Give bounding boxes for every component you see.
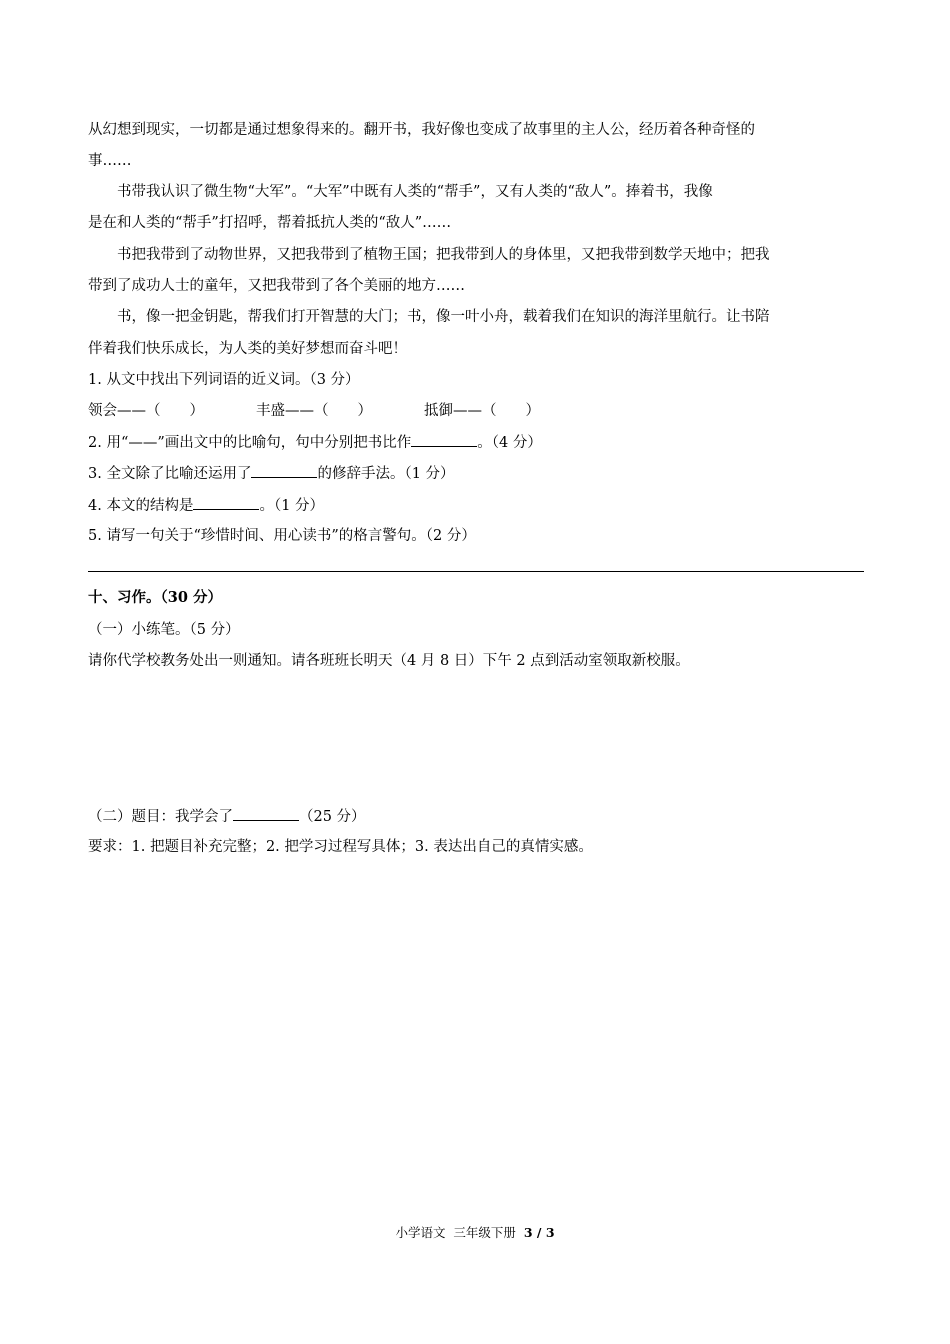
part-1-prompt: 请你代学校教务处出一则通知。请各班班长明天（4 月 8 日）下午 2 点到活动室领取新校服。 [88,653,690,669]
part-1-title: （一）小练笔。（5 分） [88,622,240,638]
word-item: 抵御——（ ） [424,403,540,419]
question-1: 1. 从文中找出下列词语的近义词。（3 分） [88,372,360,388]
passage-line: 书把我带到了动物世界，又把我带到了植物王国；把我带到人的身体里，又把我带到数学天地中；把我 [117,247,770,263]
answer-blank[interactable] [251,463,317,478]
footer-text: 小学语文 三年级下册 [395,1225,524,1240]
passage-line: 伴着我们快乐成长，为人类的美好梦想而奋斗吧！ [88,341,407,357]
page-number: 3 / 3 [523,1225,555,1240]
answer-blank[interactable] [233,806,299,821]
question-3: 3. 全文除了比喻还运用了 的修辞手法。（1 分） [88,463,455,484]
part-2-requirements: 要求：1. 把题目补充完整；2. 把学习过程写具体；3. 表达出自己的真情实感。 [88,839,593,855]
answer-blank[interactable] [193,495,259,510]
exam-page [88,0,864,1344]
answer-line[interactable] [88,571,864,572]
question-5: 5. 请写一句关于“珍惜时间、用心读书”的格言警句。（2 分） [88,528,476,544]
passage-line: 书，像一把金钥匙，帮我们打开智慧的大门；书，像一叶小舟，载着我们在知识的海洋里航行。让书陪 [117,309,770,325]
part-2-title: （二）题目：我学会了 （25 分） [88,806,366,827]
passage-line: 从幻想到现实，一切都是通过想象得来的。翻开书，我好像也变成了故事里的主人公，经历着各种奇怪的 [88,122,755,138]
passage-line: 事…… [88,153,132,169]
question-4: 4. 本文的结构是 。（1 分） [88,495,324,516]
word-item: 领会——（ ） [88,403,204,419]
word-item: 丰盛——（ ） [256,403,372,419]
passage-line: 带到了成功人士的童年，又把我带到了各个美丽的地方…… [88,278,465,294]
passage-line: 书带我认识了微生物“大军”。“大军”中既有人类的“帮手”，又有人类的“敌人”。捧着书，我像 [117,184,713,200]
question-1-words [88,401,540,421]
passage-line: 是在和人类的“帮手”打招呼，帮着抵抗人类的“敌人”…… [88,215,452,231]
section-heading: 十、习作。（30 分） [88,589,222,606]
question-2: 2. 用“——”画出文中的比喻句，句中分别把书比作 。（4 分） [88,432,542,453]
page-footer [0,1224,950,1242]
answer-blank[interactable] [411,432,477,447]
